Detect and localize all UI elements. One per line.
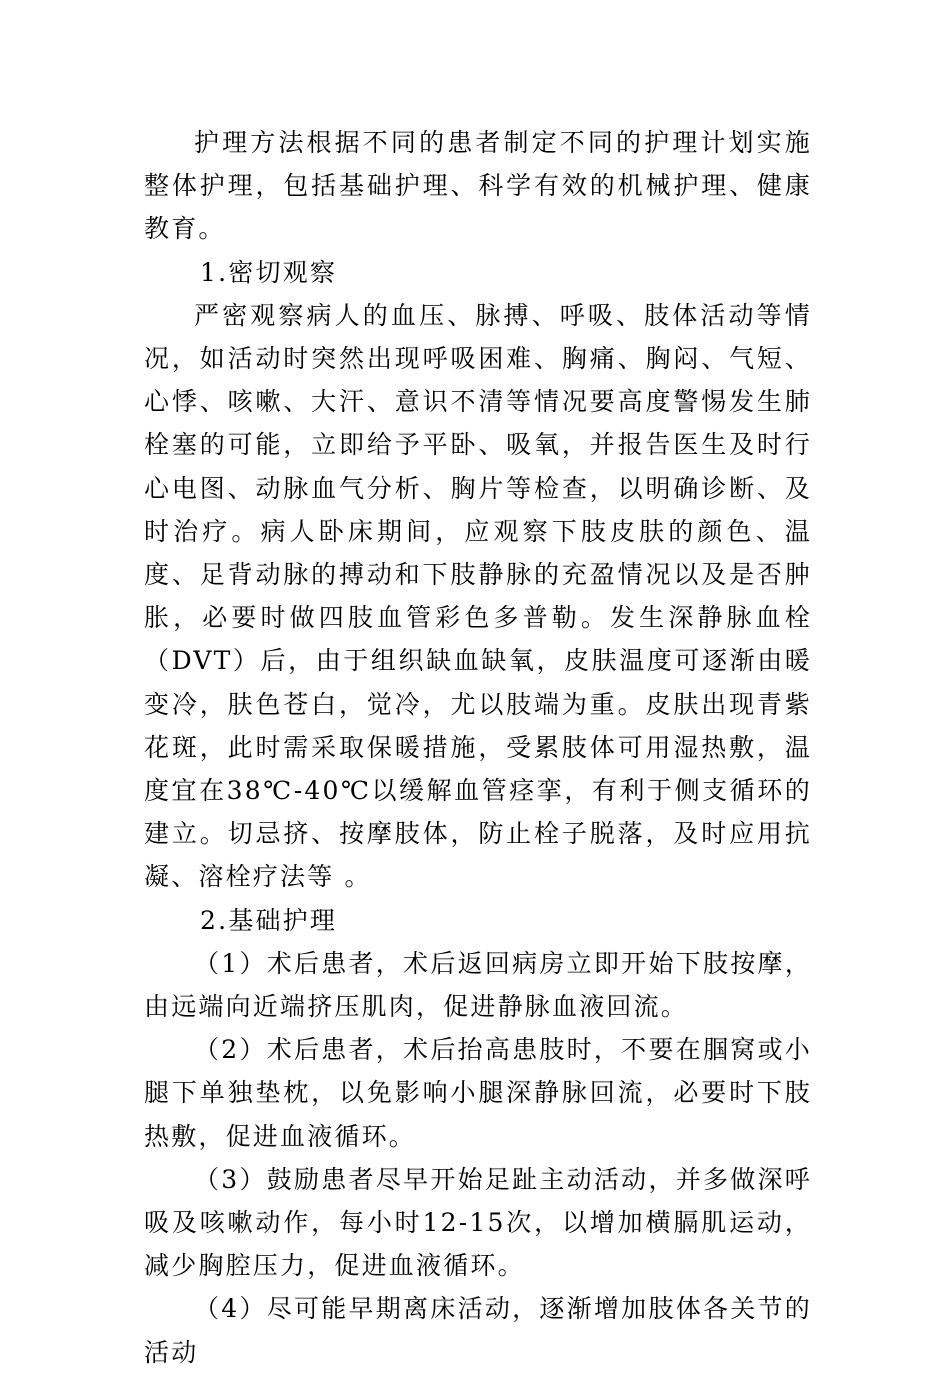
list-item-care-3: （3）鼓励患者尽早开始足趾主动活动，并多做深呼吸及咳嗽动作，每小时12-15次，以增加横膈肌运动，减少胸腔压力，促进血液循环。 xyxy=(144,1164,812,1281)
list-item-care-1: （1）术后患者，术后返回病房立即开始下肢按摩，由远端向近端挤压肌肉，促进静脉血液回流。 xyxy=(144,948,812,1022)
paragraph-intro: 护理方法根据不同的患者制定不同的护理计划实施整体护理，包括基础护理、科学有效的机械护理、健康教育。 xyxy=(144,128,812,244)
section-heading-basic-care: 2.基础护理 xyxy=(200,905,338,935)
paragraph-observation: 严密观察病人的血压、脉搏、呼吸、肢体活动等情况，如活动时突然出现呼吸困难、胸痛、胸闷、气短、心悸、咳嗽、大汗、意识不清等情况要高度警惕发生肺栓塞的可能，立即给予平卧、吸氧，并报告医生及时行心电图、动脉血气分析、胸片等检查，以明确诊断、及时治疗。病人卧床期间，应观察下肢皮肤的颜色、温度、足背动脉的搏动和下肢静脉的充盈情况以及是否肿胀，必要时做四肢血管彩色多普勒。发生深静脉血栓（DVT）后，由于组织缺血缺氧，皮肤温度可逐渐由暖变冷，肤色苍白，觉冷，尤以肢端为重。皮肤出现青紫花斑，此时需采取保暖措施，受累肢体可用湿热敷，温度宜在38℃-40℃以缓解血管痉挛，有利于侧支循环的建立。切忌挤、按摩肢体，防止栓子脱落，及时应用抗凝、溶栓疗法等 。 xyxy=(144,300,812,892)
list-item-care-2: （2）术后患者，术后抬高患肢时，不要在腘窝或小腿下单独垫枕，以免影响小腿深静脉回流，必要时下肢热敷，促进血液循环。 xyxy=(144,1035,812,1151)
document-body xyxy=(144,121,812,1374)
list-item-care-4: （4）尽可能早期离床活动，逐渐增加肢体各关节的活动 xyxy=(144,1294,812,1367)
section-heading-close-observation: 1.密切观察 xyxy=(200,257,338,287)
